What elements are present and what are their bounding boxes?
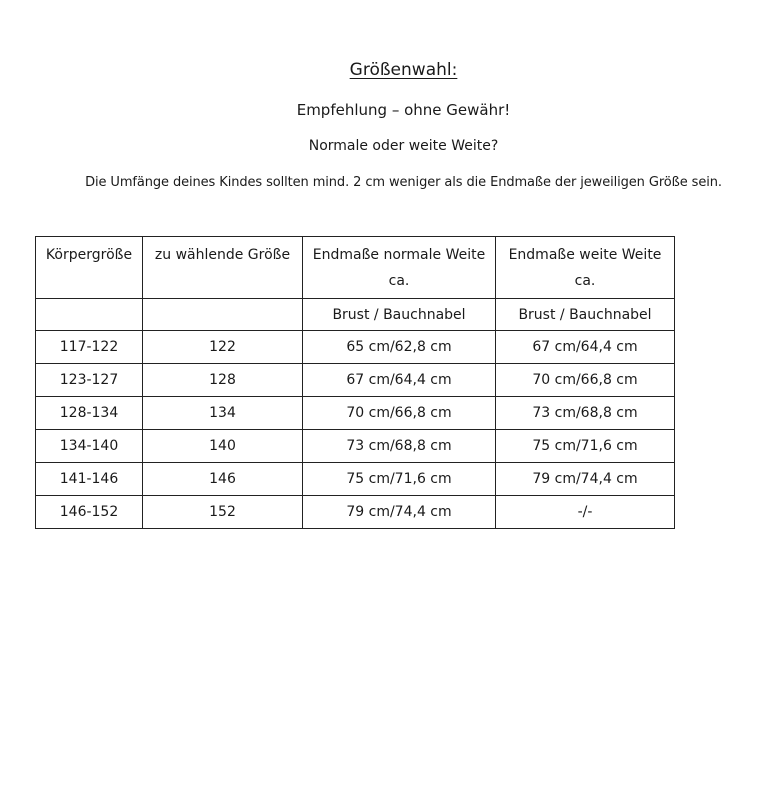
table-row (36, 463, 675, 496)
disclaimer-text: Empfehlung – ohne Gewähr! (296, 101, 511, 119)
cell-normal-width: 73 cm/68,8 cm (303, 430, 496, 463)
cell-normal-width: 75 cm/71,6 cm (303, 463, 496, 496)
size-chart-table (35, 236, 675, 529)
cell-normal-width: 79 cm/74,4 cm (303, 496, 496, 529)
table-header-row (36, 237, 675, 299)
cell-wide-width: 67 cm/64,4 cm (496, 331, 675, 364)
cell-body-height: 128-134 (36, 397, 143, 430)
header-body-height: Körpergröße (36, 237, 143, 299)
cell-body-height: 134-140 (36, 430, 143, 463)
header-size-to-choose: zu wählende Größe (143, 237, 303, 299)
subheader-wide-measurements: Brust / Bauchnabel (496, 299, 675, 331)
header-normal-width-approx: ca. (388, 273, 410, 289)
cell-body-height: 146-152 (36, 496, 143, 529)
cell-normal-width: 67 cm/64,4 cm (303, 364, 496, 397)
table-row (36, 397, 675, 430)
subheader-normal-measurements: Brust / Bauchnabel (303, 299, 496, 331)
measurement-note: Die Umfänge deines Kindes sollten mind. 2 cm weniger als die Endmaße der jeweiligen Größe sein. (85, 175, 722, 190)
header-normal-width-label: Endmaße normale Weite (312, 247, 486, 263)
cell-body-height: 117-122 (36, 331, 143, 364)
cell-wide-width: 70 cm/66,8 cm (496, 364, 675, 397)
header-wide-width (496, 237, 675, 299)
table-row (36, 496, 675, 529)
subheader-empty (143, 299, 303, 331)
cell-normal-width: 70 cm/66,8 cm (303, 397, 496, 430)
cell-size: 128 (143, 364, 303, 397)
header-wide-width-approx: ca. (574, 273, 596, 289)
cell-wide-width: 79 cm/74,4 cm (496, 463, 675, 496)
cell-size: 134 (143, 397, 303, 430)
header-wide-width-label: Endmaße weite Weite (508, 247, 662, 263)
cell-body-height: 123-127 (36, 364, 143, 397)
cell-size: 122 (143, 331, 303, 364)
table-row (36, 430, 675, 463)
page-title: Größenwahl: (349, 60, 458, 80)
cell-wide-width: 73 cm/68,8 cm (496, 397, 675, 430)
table-row (36, 331, 675, 364)
cell-body-height: 141-146 (36, 463, 143, 496)
cell-wide-width: -/- (496, 496, 675, 529)
cell-size: 152 (143, 496, 303, 529)
table-row (36, 364, 675, 397)
cell-normal-width: 65 cm/62,8 cm (303, 331, 496, 364)
subheader-empty (36, 299, 143, 331)
cell-wide-width: 75 cm/71,6 cm (496, 430, 675, 463)
header-normal-width (303, 237, 496, 299)
cell-size: 140 (143, 430, 303, 463)
width-question-text: Normale oder weite Weite? (308, 138, 499, 154)
table-subheader-row (36, 299, 675, 331)
cell-size: 146 (143, 463, 303, 496)
